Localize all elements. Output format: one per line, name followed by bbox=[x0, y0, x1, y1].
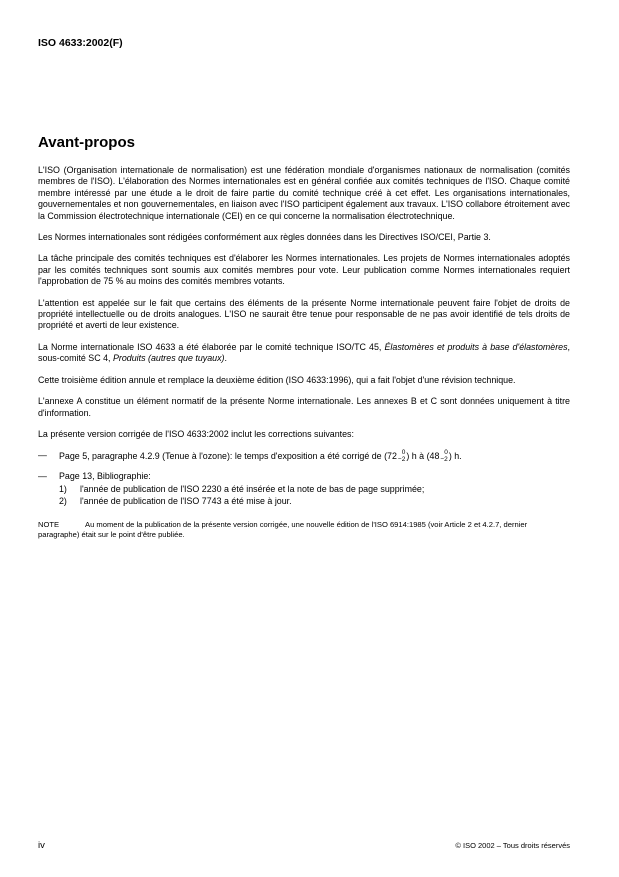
correction-1-mid: à bbox=[416, 451, 427, 462]
dash-bullet: — bbox=[38, 471, 47, 482]
page-number: iv bbox=[38, 840, 45, 851]
subcommittee-title: Produits (autres que tuyaux) bbox=[112, 353, 225, 364]
paragraph-iso-intro: L'ISO (Organisation internationale de normalisation) est une fédération mondiale d'organismes nationaux de normalisation (comités membres de l'ISO). L'élaboration des Normes internationales est en général confiée aux comités techniques de l'ISO. Chaque comité membre intéressé par une étude a le droit de faire partie du comité technique créé à cet effet. Les organisations internationales, gouvernementales et non gouvernementales, en liaison avec l'ISO participent également aux travaux. L'ISO collabore étroitement avec la Commission électrotechnique internationale (CEI) en ce qui concerne la normalisation électrotechnique. bbox=[38, 165, 570, 221]
paragraph-annexes: L'annexe A constitue un élément normatif de la présente Norme internationale. Les annexes B et C sont données uniquement à titre d'information. bbox=[38, 396, 570, 418]
tolerance-2 bbox=[440, 450, 447, 463]
preparation-text-e: . bbox=[224, 353, 227, 364]
tolerance-lower: −2 bbox=[440, 455, 448, 463]
correction-item bbox=[38, 471, 570, 507]
tolerance-lower: −2 bbox=[397, 455, 406, 463]
bibliography-corrections-list bbox=[59, 484, 570, 508]
dash-bullet: — bbox=[38, 450, 47, 461]
page-title: Avant-propos bbox=[38, 134, 135, 151]
paragraph-edition: Cette troisième édition annule et remplace la deuxième édition (ISO 4633:1996), qui a fait l'objet d'une révision technique. bbox=[38, 374, 516, 385]
list-item-text: l'année de publication de l'ISO 7743 a été mise à jour. bbox=[80, 496, 292, 507]
list-item-number: 2) bbox=[59, 496, 67, 507]
note bbox=[38, 520, 570, 540]
committee-title: Élastomères et produits à base d'élastomères bbox=[384, 341, 568, 352]
tolerance-1 bbox=[398, 450, 405, 463]
exposure-value-1: (72 bbox=[384, 451, 397, 462]
tolerance-upper: 0 bbox=[444, 449, 448, 457]
preparation-text-c: , sous-comité SC 4, bbox=[38, 341, 570, 364]
paragraph-patent-rights: L'attention est appelée sur le fait que certains des éléments de la présente Norme internationale peuvent faire l'objet de droits de propriété intellectuelle ou de droits analogues. L'ISO ne saurait être tenue pour responsable de ne pas avoir identifié de tels droits de propriété et averti de leur existence. bbox=[38, 297, 570, 331]
list-item bbox=[59, 484, 570, 495]
note-text: Au moment de la publication de la présente version corrigée, une nouvelle édition de l'ISO 6914:1985 (voir Article 2 et 4.2.7, dernier paragraphe) était sur le point d'être publiée. bbox=[38, 519, 528, 539]
exposure-value-2: (48 bbox=[426, 451, 440, 462]
exposure-close-2: ) h. bbox=[448, 451, 462, 462]
tolerance-upper: 0 bbox=[401, 449, 406, 457]
document-id: ISO 4633:2002(F) bbox=[38, 37, 123, 49]
correction-item-body bbox=[59, 471, 570, 507]
paragraph-technical-committees: La tâche principale des comités techniques est d'élaborer les Normes internationales. Les projets de Normes internationales adoptés par les comités techniques sont soumis aux comités membres pour vote. Leur publication comme Normes internationales requiert l'approbation de 75 % au moins des comités membres votants. bbox=[38, 253, 570, 287]
correction-1-text: Page 5, paragraphe 4.2.9 (Tenue à l'ozone): le temps d'exposition a été corrigé de bbox=[59, 451, 385, 462]
paragraph-corrections-intro: La présente version corrigée de l'ISO 4633:2002 inclut les corrections suivantes: bbox=[38, 428, 354, 439]
list-item bbox=[59, 496, 570, 507]
list-item-text: l'année de publication de l'ISO 2230 a été insérée et la note de bas de page supprimée; bbox=[80, 483, 425, 494]
copyright: © ISO 2002 – Tous droits réservés bbox=[455, 841, 570, 850]
paragraph-preparation bbox=[38, 342, 570, 365]
preparation-text-a: La Norme internationale ISO 4633 a été élaborée par le comité technique ISO/TC 45, bbox=[38, 341, 385, 352]
correction-item bbox=[38, 450, 570, 463]
correction-2-title: Page 13, Bibliographie: bbox=[59, 471, 151, 482]
note-label: NOTE bbox=[38, 519, 60, 529]
list-item-number: 1) bbox=[59, 483, 67, 494]
paragraph-directives: Les Normes internationales sont rédigées conformément aux règles données dans les Directives ISO/CEI, Partie 3. bbox=[38, 232, 491, 243]
page-content bbox=[38, 134, 570, 550]
correction-item-text bbox=[59, 450, 570, 463]
exposure-close-1: ) h bbox=[406, 451, 417, 462]
